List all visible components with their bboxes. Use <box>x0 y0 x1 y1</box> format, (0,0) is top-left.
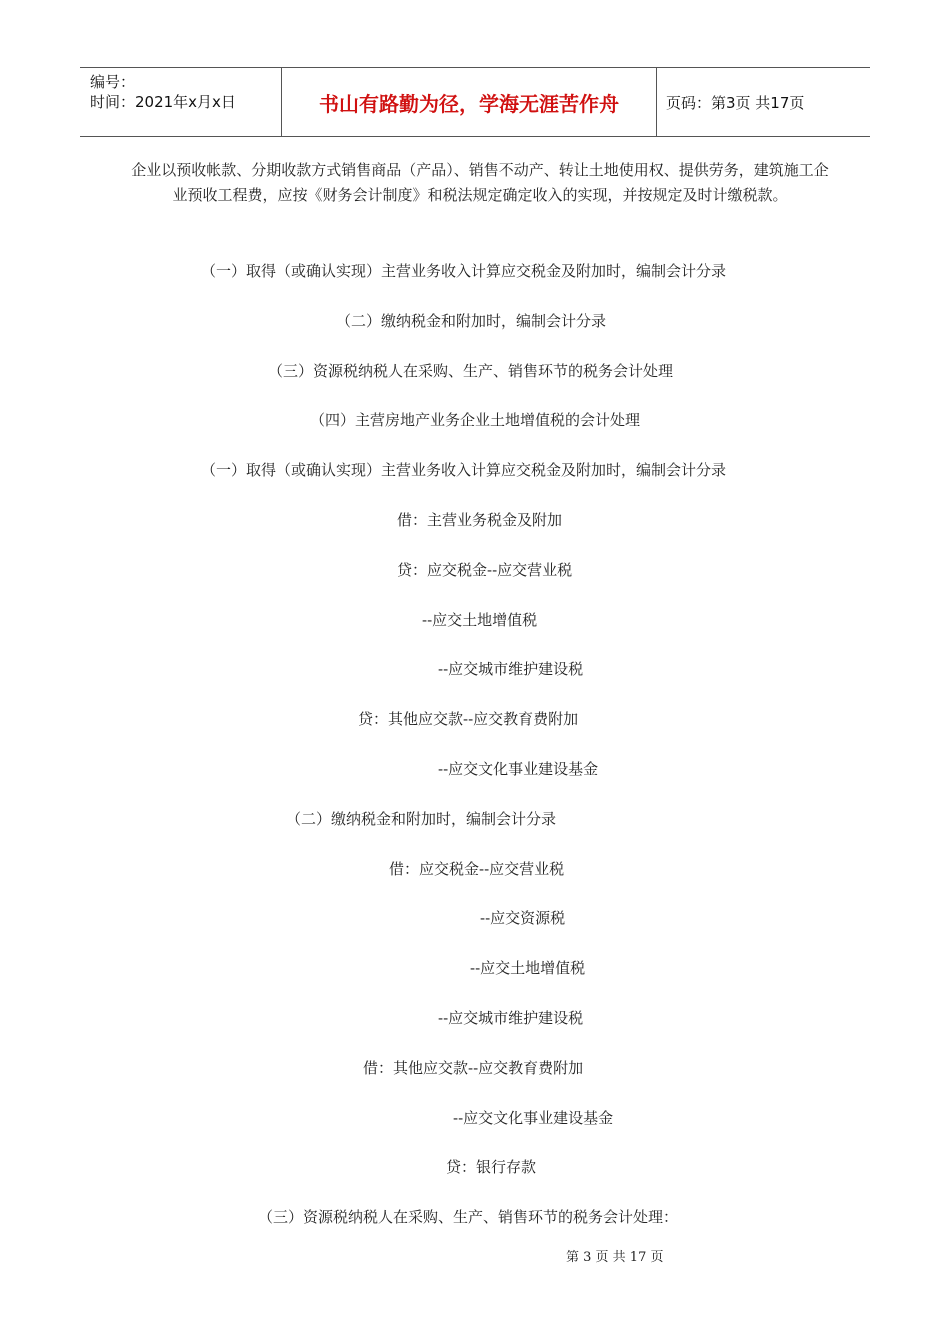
journal-entry-line: --应交土地增值税 <box>422 611 538 629</box>
intro-paragraph: 企业以预收帐款、分期收款方式销售商品（产品）、销售不动产、转让土地使用权、提供劳务，建筑施工企业预收工程费，应按《财务会计制度》和税法规定确定收入的实现，并按规定及时计缴税款。 <box>131 161 829 204</box>
journal-entry-line: --应交城市维护建设税 <box>438 660 584 678</box>
heading-line: （三）资源税纳税人在采购、生产、销售环节的税务会计处理： <box>258 1208 679 1226</box>
journal-entry-line: --应交资源税 <box>480 909 566 927</box>
journal-entry-line: 借：应交税金--应交营业税 <box>389 860 565 878</box>
page-footer: 第 3 页 共 17 页 <box>566 1250 664 1265</box>
journal-entry-line: 贷：银行存款 <box>446 1158 537 1176</box>
journal-entry-line: 借：主营业务税金及附加 <box>397 511 563 529</box>
heading-line: （一）取得（或确认实现）主营业务收入计算应交税金及附加时，编制会计分录 <box>201 461 727 479</box>
journal-entry-line: --应交文化事业建设基金 <box>453 1109 614 1127</box>
header-meta <box>80 68 281 136</box>
journal-entry-line: 贷：其他应交款--应交教育费附加 <box>358 710 579 728</box>
heading-line: （一）取得（或确认实现）主营业务收入计算应交税金及附加时，编制会计分录 <box>201 262 727 280</box>
journal-entry-line: --应交土地增值税 <box>470 959 586 977</box>
journal-entry-line: --应交文化事业建设基金 <box>438 760 599 778</box>
time-label: 时间：2021年x月x日 <box>90 93 236 111</box>
number-label: 编号： <box>90 73 136 91</box>
journal-entry-line: 贷：应交税金--应交营业税 <box>397 561 573 579</box>
journal-entry-line: 借：其他应交款--应交教育费附加 <box>363 1059 584 1077</box>
heading-line: （三）资源税纳税人在采购、生产、销售环节的税务会计处理 <box>268 362 674 380</box>
header-page-info: 页码：第3页 共17页 <box>666 93 805 112</box>
header-motto: 书山有路勤为径，学海无涯苦作舟 <box>319 91 619 116</box>
heading-line: （二）缴纳税金和附加时，编制会计分录 <box>336 312 607 330</box>
journal-entry-line: --应交城市维护建设税 <box>438 1009 584 1027</box>
page-header <box>80 67 870 137</box>
heading-line: （二）缴纳税金和附加时，编制会计分录 <box>286 810 557 828</box>
heading-line: （四）主营房地产业务企业土地增值税的会计处理 <box>310 411 641 429</box>
